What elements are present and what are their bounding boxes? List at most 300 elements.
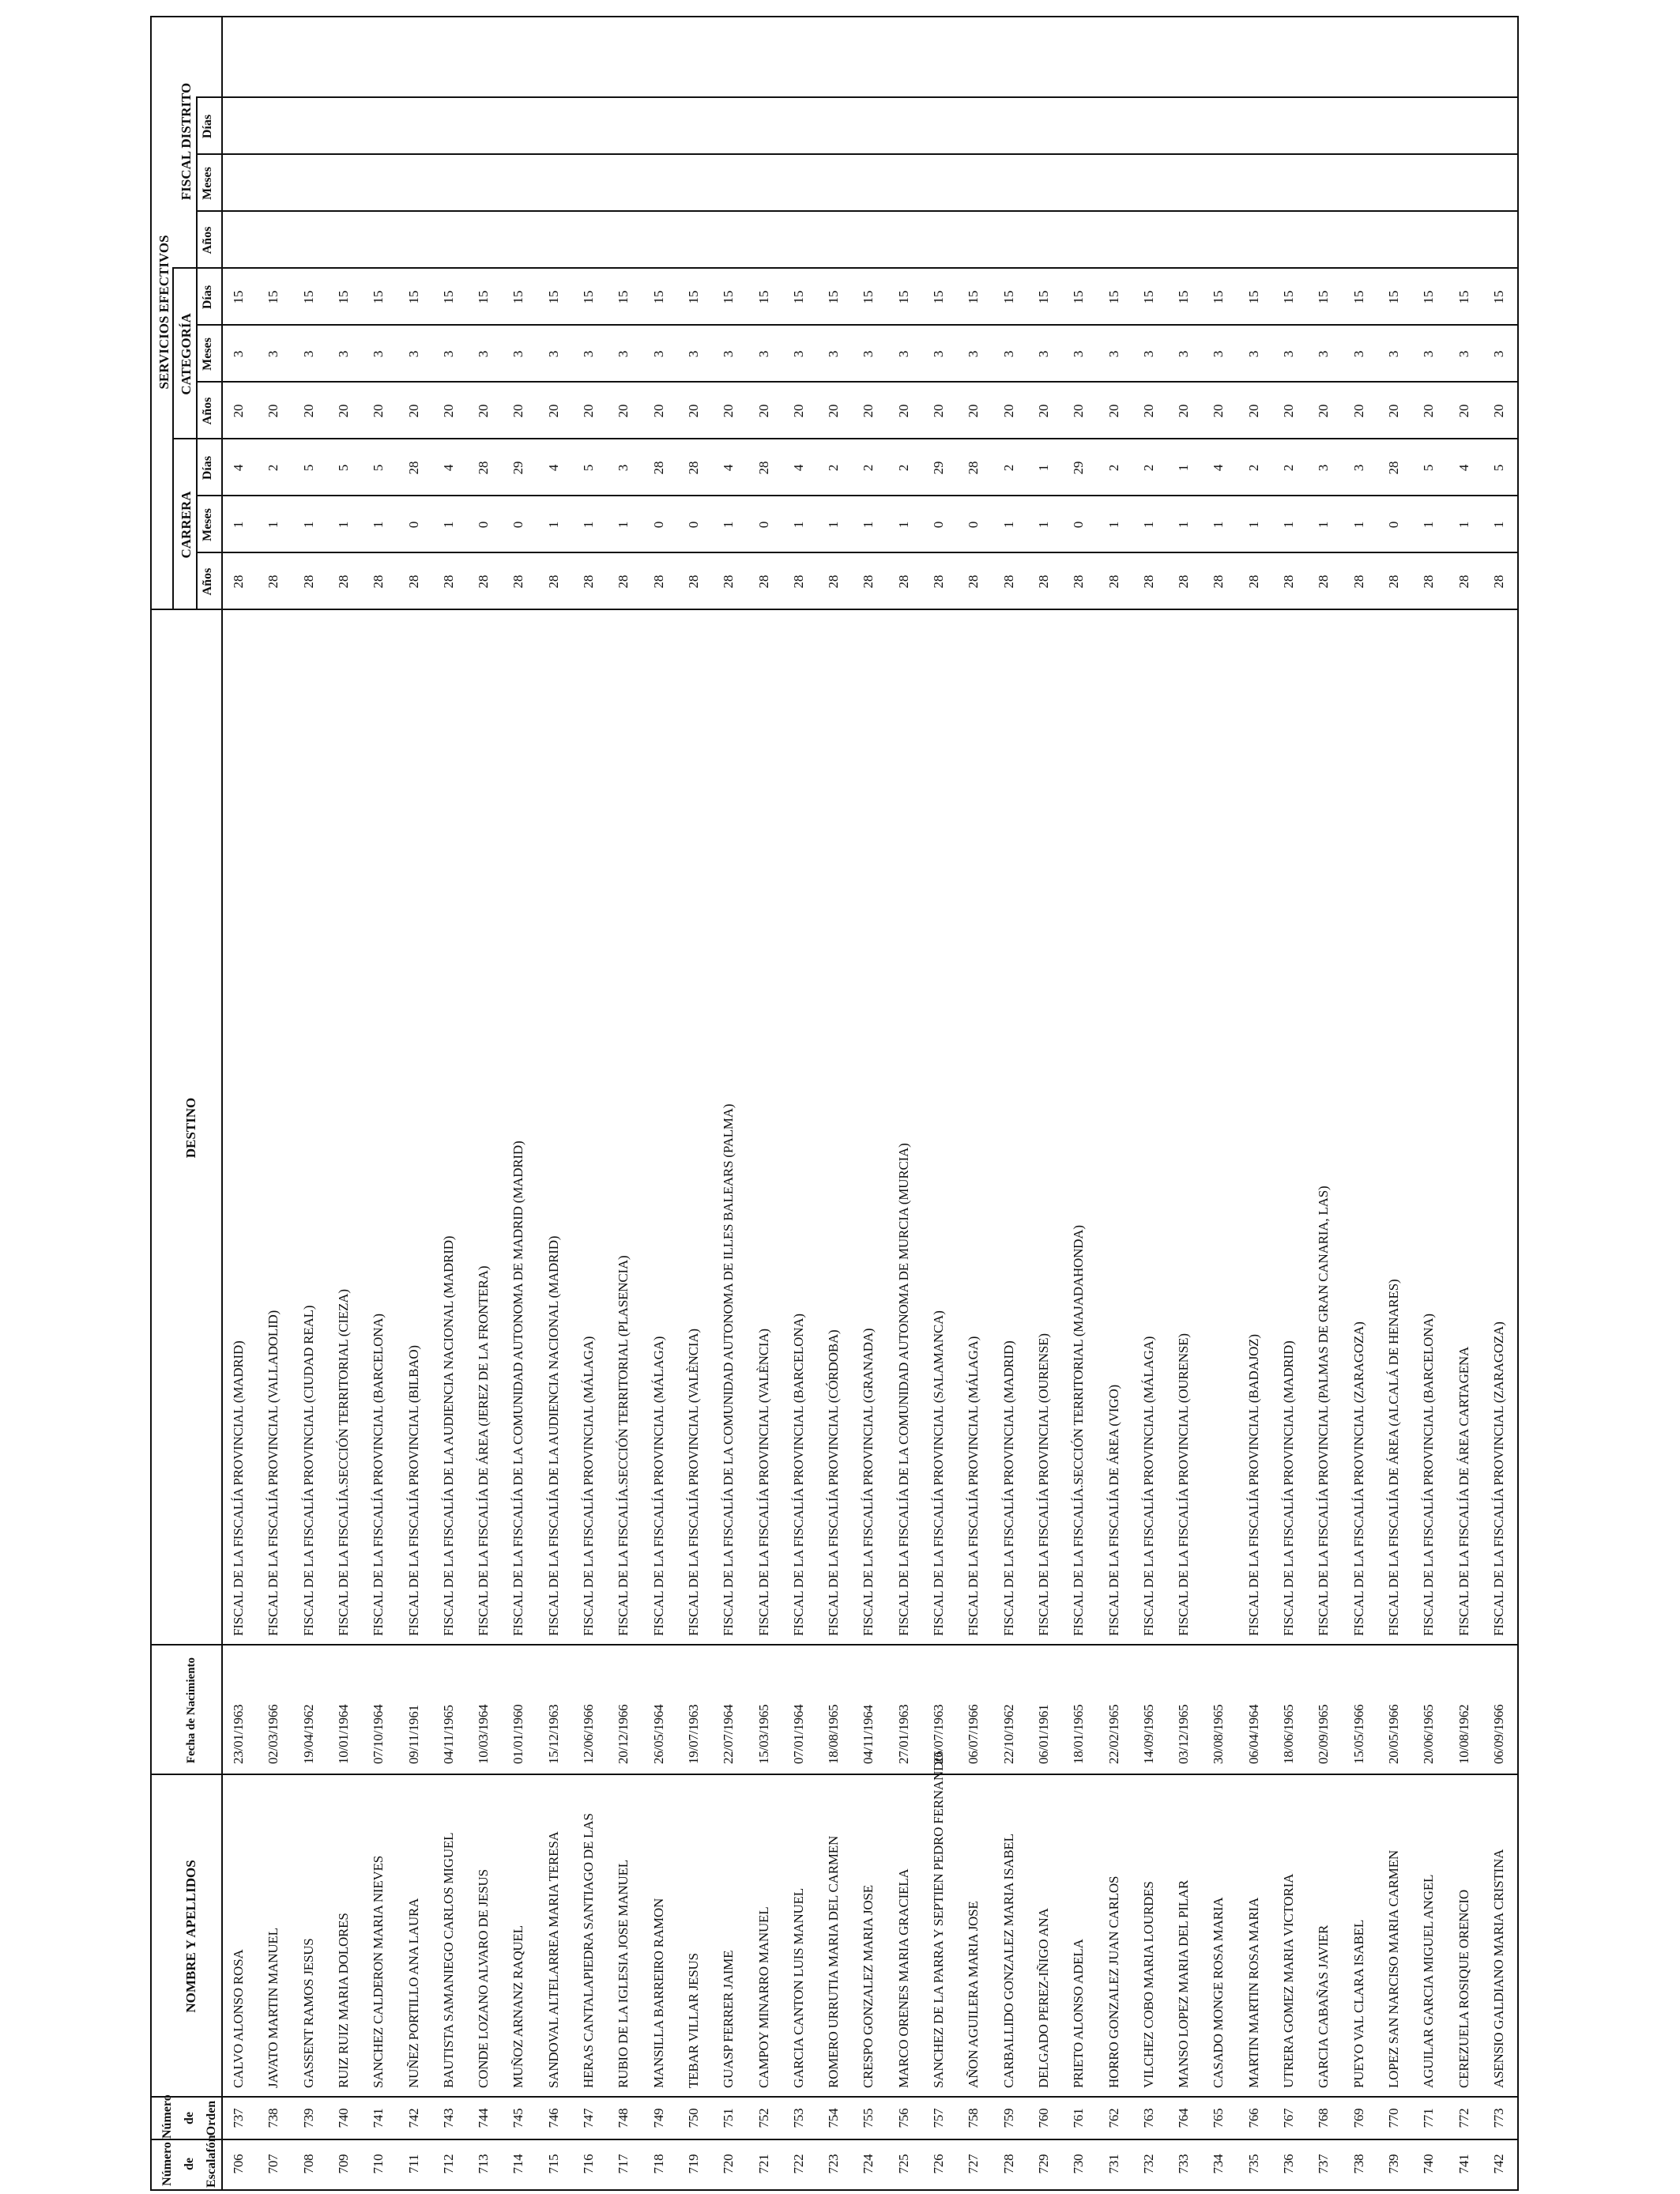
cell-destino: FISCAL DE LA FISCALÍA PROVINCIAL (VALÈNCIA): [755, 1329, 771, 1636]
cell-carrera-meses: 1: [440, 521, 456, 529]
cell-orden: 761: [1071, 2108, 1087, 2128]
cell-carrera-dias: 28: [755, 461, 771, 475]
cell-orden: 738: [266, 2108, 281, 2128]
cell-nombre: TEBAR VILLAR JESUS: [685, 1953, 701, 2088]
cell-fecha: 15/05/1966: [1350, 1704, 1366, 1764]
cell-carrera-meses: 1: [1456, 521, 1471, 529]
cell-carrera-meses: 1: [1106, 521, 1121, 529]
cell-fecha: 22/10/1962: [1000, 1704, 1016, 1764]
cell-orden: 747: [581, 2108, 596, 2128]
cell-carrera-meses: 0: [755, 521, 771, 529]
cell-carrera-dias: 29: [1071, 461, 1087, 475]
cell-carrera-meses: 1: [1000, 521, 1016, 529]
cell-fecha: 26/05/1964: [650, 1704, 666, 1764]
cell-categoria-meses: 3: [826, 350, 842, 358]
cell-carrera-meses: 1: [861, 521, 876, 529]
cell-carrera-dias: 2: [1281, 464, 1296, 472]
cell-escalafon: 718: [650, 2154, 666, 2174]
header-fiscal-anos: Años: [201, 226, 214, 254]
cell-categoria-anos: 20: [931, 404, 946, 418]
cell-carrera-meses: 1: [1490, 521, 1506, 529]
cell-fecha: 07/01/1964: [790, 1704, 806, 1764]
cell-fecha: 18/01/1965: [1071, 1704, 1087, 1764]
header-divider: [196, 98, 198, 610]
cell-destino: FISCAL DE LA FISCALÍA PROVINCIAL (PALMAS DE GRAN CANARIA, LAS): [1316, 1186, 1332, 1636]
cell-carrera-dias: 1: [1176, 464, 1192, 472]
cell-orden: 762: [1106, 2108, 1121, 2128]
cell-fecha: 14/09/1965: [1140, 1704, 1156, 1764]
cell-nombre: SANCHEZ DE LA PARRA Y SEPTIEN PEDRO FERNANDO: [931, 1751, 946, 2088]
cell-carrera-dias: 5: [1421, 464, 1437, 472]
cell-categoria-anos: 20: [1035, 404, 1051, 418]
cell-nombre: NUÑEZ PORTILLO ANA LAURA: [405, 1898, 421, 2088]
cell-carrera-anos: 28: [755, 575, 771, 589]
cell-categoria-meses: 3: [895, 350, 911, 358]
cell-categoria-dias: 15: [300, 290, 316, 304]
cell-categoria-anos: 20: [1176, 404, 1192, 418]
cell-carrera-dias: 5: [371, 464, 386, 472]
cell-nombre: ASENSIO GALDIANO MARIA CRISTINA: [1490, 1849, 1506, 2088]
cell-carrera-meses: 0: [685, 521, 701, 529]
cell-escalafon: 708: [300, 2154, 316, 2174]
cell-categoria-dias: 15: [650, 290, 666, 304]
cell-carrera-meses: 0: [405, 521, 421, 529]
cell-orden: 773: [1490, 2108, 1506, 2128]
cell-carrera-anos: 28: [1350, 575, 1366, 589]
cell-categoria-dias: 15: [1035, 290, 1051, 304]
cell-carrera-meses: 1: [300, 521, 316, 529]
cell-nombre: GARCIA CANTON LUIS MANUEL: [790, 1888, 806, 2088]
cell-carrera-meses: 1: [1316, 521, 1332, 529]
header-fecha: Fecha de Nacimiento: [185, 1657, 198, 1764]
cell-destino: FISCAL DE LA FISCALÍA.SECCIÓN TERRITORIAL (MAJADAHONDA): [1071, 1225, 1087, 1636]
cell-orden: 748: [616, 2108, 631, 2128]
cell-destino: FISCAL DE LA FISCALÍA DE LA COMUNIDAD AUTONOMA DE MURCIA (MURCIA): [895, 1143, 911, 1636]
cell-categoria-meses: 3: [510, 350, 526, 358]
cell-nombre: ROMERO URRUTIA MARIA DEL CARMEN: [826, 1835, 842, 2088]
cell-escalafon: 727: [966, 2154, 981, 2174]
cell-fecha: 12/06/1966: [581, 1704, 596, 1764]
cell-categoria-anos: 20: [405, 404, 421, 418]
header-carrera-meses: Meses: [201, 508, 214, 541]
cell-escalafon: 734: [1211, 2154, 1226, 2174]
cell-escalafon: 729: [1035, 2154, 1051, 2174]
cell-carrera-dias: 4: [1211, 464, 1226, 472]
cell-nombre: JAVATO MARTIN MANUEL: [266, 1928, 281, 2088]
cell-carrera-anos: 28: [895, 575, 911, 589]
cell-nombre: CRESPO GONZALEZ MARIA JOSE: [861, 1885, 876, 2088]
cell-carrera-anos: 28: [685, 575, 701, 589]
cell-destino: FISCAL DE LA FISCALÍA PROVINCIAL (BARCELONA): [1421, 1314, 1437, 1636]
cell-categoria-meses: 3: [371, 350, 386, 358]
cell-categoria-anos: 20: [1106, 404, 1121, 418]
cell-categoria-meses: 3: [1211, 350, 1226, 358]
cell-categoria-anos: 20: [1350, 404, 1366, 418]
cell-fecha: 04/11/1964: [861, 1705, 876, 1764]
cell-categoria-dias: 15: [685, 290, 701, 304]
cell-escalafon: 710: [371, 2154, 386, 2174]
cell-destino: FISCAL DE LA FISCALÍA DE ÁREA (JEREZ DE LA FRONTERA): [476, 1265, 492, 1636]
cell-carrera-anos: 28: [1281, 575, 1296, 589]
cell-carrera-dias: 28: [405, 461, 421, 475]
cell-categoria-anos: 20: [545, 404, 561, 418]
header-categoria-dias: Días: [201, 285, 214, 310]
cell-carrera-meses: 1: [1245, 521, 1261, 529]
cell-categoria-dias: 15: [581, 290, 596, 304]
cell-carrera-dias: 3: [1316, 464, 1332, 472]
cell-orden: 750: [685, 2108, 701, 2128]
cell-orden: 771: [1421, 2108, 1437, 2128]
cell-carrera-meses: 1: [895, 521, 911, 529]
cell-categoria-meses: 3: [581, 350, 596, 358]
cell-orden: 768: [1316, 2108, 1332, 2128]
cell-nombre: MANSO LOPEZ MARIA DEL PILAR: [1176, 1879, 1192, 2088]
cell-carrera-dias: 2: [266, 464, 281, 472]
cell-escalafon: 732: [1140, 2154, 1156, 2174]
cell-orden: 740: [335, 2108, 351, 2128]
cell-carrera-anos: 28: [440, 575, 456, 589]
cell-carrera-dias: 4: [231, 464, 246, 472]
cell-carrera-meses: 1: [335, 521, 351, 529]
cell-carrera-anos: 28: [1106, 575, 1121, 589]
cell-orden: 741: [371, 2108, 386, 2128]
cell-orden: 759: [1000, 2108, 1016, 2128]
cell-destino: FISCAL DE LA FISCALÍA DE LA COMUNIDAD AUTONOMA DE ILLES BALEARS (PALMA): [721, 1103, 736, 1636]
cell-fecha: 26/07/1963: [931, 1704, 946, 1764]
cell-carrera-anos: 28: [1456, 575, 1471, 589]
cell-fecha: 07/10/1964: [371, 1704, 386, 1764]
cell-carrera-meses: 1: [1421, 521, 1437, 529]
cell-orden: 765: [1211, 2108, 1226, 2128]
cell-categoria-dias: 15: [371, 290, 386, 304]
cell-nombre: PRIETO ALONSO ADELA: [1071, 1939, 1087, 2088]
cell-categoria-dias: 15: [861, 290, 876, 304]
cell-carrera-dias: 5: [300, 464, 316, 472]
cell-carrera-anos: 28: [510, 575, 526, 589]
cell-categoria-anos: 20: [1490, 404, 1506, 418]
cell-escalafon: 716: [581, 2154, 596, 2174]
header-fiscal-meses: Meses: [201, 167, 214, 200]
cell-nombre: GUASP FERRER JAIME: [721, 1950, 736, 2088]
cell-categoria-meses: 3: [1490, 350, 1506, 358]
cell-escalafon: 715: [545, 2154, 561, 2174]
cell-categoria-dias: 15: [1316, 290, 1332, 304]
cell-carrera-anos: 28: [826, 575, 842, 589]
cell-fecha: 20/06/1965: [1421, 1704, 1437, 1764]
cell-nombre: RUIZ RUIZ MARIA DOLORES: [335, 1913, 351, 2088]
cell-orden: 753: [790, 2108, 806, 2128]
cell-categoria-meses: 3: [266, 350, 281, 358]
cell-destino: FISCAL DE LA FISCALÍA PROVINCIAL (MADRID): [231, 1340, 246, 1636]
cell-fecha: 06/07/1966: [966, 1704, 981, 1764]
header-servicios: SERVICIOS EFECTIVOS: [156, 235, 171, 390]
header-num-orden-line3: Orden: [205, 2100, 218, 2136]
cell-categoria-anos: 20: [1385, 404, 1401, 418]
cell-categoria-anos: 20: [300, 404, 316, 418]
cell-orden: 756: [895, 2108, 911, 2128]
cell-fecha: 03/12/1965: [1176, 1704, 1192, 1764]
header-num-escalafon-line1: Número: [160, 2142, 174, 2186]
cell-fecha: 22/07/1964: [721, 1704, 736, 1764]
cell-carrera-anos: 28: [1490, 575, 1506, 589]
cell-categoria-dias: 15: [1106, 290, 1121, 304]
cell-categoria-anos: 20: [790, 404, 806, 418]
cell-destino: FISCAL DE LA FISCALÍA DE LA AUDIENCIA NACIONAL (MADRID): [545, 1235, 561, 1636]
cell-orden: 745: [510, 2108, 526, 2128]
cell-orden: 739: [300, 2108, 316, 2128]
cell-categoria-meses: 3: [300, 350, 316, 358]
cell-categoria-anos: 20: [476, 404, 492, 418]
cell-destino: FISCAL DE LA FISCALÍA PROVINCIAL (MÁLAGA): [650, 1336, 666, 1636]
cell-categoria-dias: 15: [266, 290, 281, 304]
cell-categoria-dias: 15: [545, 290, 561, 304]
cell-categoria-dias: 15: [1281, 290, 1296, 304]
cell-categoria-anos: 20: [1071, 404, 1087, 418]
cell-fecha: 01/01/1960: [510, 1704, 526, 1764]
cell-categoria-anos: 20: [1000, 404, 1016, 418]
cell-carrera-dias: 3: [616, 464, 631, 472]
cell-carrera-anos: 28: [371, 575, 386, 589]
cell-carrera-dias: 2: [895, 464, 911, 472]
cell-categoria-meses: 3: [476, 350, 492, 358]
header-num-orden: [156, 2094, 223, 2139]
cell-destino: FISCAL DE LA FISCALÍA PROVINCIAL (MADRID): [1281, 1340, 1296, 1636]
cell-orden: 754: [826, 2108, 842, 2128]
cell-carrera-meses: 1: [266, 521, 281, 529]
cell-orden: 737: [231, 2108, 246, 2128]
cell-categoria-dias: 15: [966, 290, 981, 304]
cell-carrera-anos: 28: [861, 575, 876, 589]
cell-nombre: SANDOVAL ALTELARREA MARIA TERESA: [545, 1831, 561, 2088]
cell-carrera-meses: 1: [231, 521, 246, 529]
cell-escalafon: 713: [476, 2154, 492, 2174]
cell-nombre: GARCIA CABAÑAS JAVIER: [1316, 1924, 1332, 2088]
header-fiscal-dias: Días: [201, 114, 214, 139]
cell-carrera-meses: 0: [1071, 521, 1087, 529]
cell-categoria-meses: 3: [790, 350, 806, 358]
cell-categoria-anos: 20: [616, 404, 631, 418]
cell-carrera-dias: 4: [1456, 464, 1471, 472]
cell-fecha: 18/06/1965: [1281, 1704, 1296, 1764]
cell-escalafon: 740: [1421, 2154, 1437, 2174]
cell-carrera-meses: 0: [650, 521, 666, 529]
cell-categoria-anos: 20: [966, 404, 981, 418]
cell-carrera-anos: 28: [1245, 575, 1261, 589]
col-divider: [196, 153, 1517, 155]
header-num-orden-line1: Número: [160, 2094, 174, 2139]
header-categoria-meses: Meses: [201, 337, 214, 371]
cell-categoria-dias: 15: [1350, 290, 1366, 304]
cell-categoria-dias: 15: [755, 290, 771, 304]
cell-categoria-dias: 15: [440, 290, 456, 304]
header-nombre: NOMBRE Y APELLIDOS: [183, 1860, 198, 2013]
cell-carrera-meses: 1: [1140, 521, 1156, 529]
cell-carrera-meses: 1: [721, 521, 736, 529]
cell-fecha: 09/11/1961: [405, 1705, 421, 1764]
cell-carrera-dias: 2: [1140, 464, 1156, 472]
cell-categoria-anos: 20: [1140, 404, 1156, 418]
cell-categoria-meses: 3: [1176, 350, 1192, 358]
cell-fecha: 15/03/1965: [755, 1704, 771, 1764]
cell-fecha: 06/01/1961: [1035, 1704, 1051, 1764]
cell-categoria-anos: 20: [721, 404, 736, 418]
header-categoria: CATEGORÍA: [179, 313, 194, 395]
cell-escalafon: 728: [1000, 2154, 1016, 2174]
cell-destino: FISCAL DE LA FISCALÍA PROVINCIAL (VALLADOLID): [266, 1310, 281, 1636]
cell-destino: FISCAL DE LA FISCALÍA PROVINCIAL (BADAJOZ): [1245, 1334, 1261, 1636]
cell-orden: 764: [1176, 2108, 1192, 2128]
cell-carrera-anos: 28: [650, 575, 666, 589]
col-divider: [196, 210, 1517, 212]
cell-orden: 743: [440, 2108, 456, 2128]
cell-orden: 769: [1350, 2108, 1366, 2128]
cell-escalafon: 730: [1071, 2154, 1087, 2174]
cell-nombre: GASSENT RAMOS JESUS: [300, 1938, 316, 2088]
cell-carrera-meses: 0: [966, 521, 981, 529]
cell-nombre: SANCHEZ CALDERON MARIA NIEVES: [371, 1855, 386, 2088]
cell-nombre: HORRO GONZALEZ JUAN CARLOS: [1106, 1875, 1121, 2088]
cell-escalafon: 711: [405, 2154, 421, 2174]
cell-categoria-anos: 20: [861, 404, 876, 418]
cell-fecha: 02/09/1965: [1316, 1704, 1332, 1764]
cell-carrera-anos: 28: [1211, 575, 1226, 589]
cell-escalafon: 719: [685, 2154, 701, 2174]
cell-categoria-meses: 3: [1421, 350, 1437, 358]
cell-carrera-dias: 5: [581, 464, 596, 472]
cell-carrera-dias: 2: [1106, 464, 1121, 472]
cell-nombre: PUEYO VAL CLARA ISABEL: [1350, 1919, 1366, 2088]
cell-destino: FISCAL DE LA FISCALÍA PROVINCIAL (OURENSE): [1176, 1333, 1192, 1636]
cell-nombre: CARBALLIDO GONZALEZ MARIA ISABEL: [1000, 1834, 1016, 2088]
cell-escalafon: 736: [1281, 2154, 1296, 2174]
cell-nombre: CASADO MONGE ROSA MARIA: [1211, 1897, 1226, 2088]
cell-categoria-anos: 20: [581, 404, 596, 418]
cell-carrera-meses: 0: [1385, 521, 1401, 529]
cell-destino: FISCAL DE LA FISCALÍA PROVINCIAL (MADRID): [1000, 1340, 1016, 1636]
header-categoria-anos: Años: [201, 397, 214, 425]
cell-carrera-dias: 2: [861, 464, 876, 472]
cell-escalafon: 738: [1350, 2154, 1366, 2174]
cell-fecha: 23/01/1963: [231, 1704, 246, 1764]
cell-categoria-anos: 20: [440, 404, 456, 418]
cell-escalafon: 721: [755, 2154, 771, 2174]
cell-carrera-meses: 1: [581, 521, 596, 529]
cell-categoria-dias: 15: [1140, 290, 1156, 304]
cell-categoria-dias: 15: [1071, 290, 1087, 304]
cell-orden: 772: [1456, 2108, 1471, 2128]
cell-carrera-anos: 28: [231, 575, 246, 589]
cell-nombre: AÑON AGUILERA MARIA JOSE: [966, 1901, 981, 2088]
cell-categoria-anos: 20: [371, 404, 386, 418]
header-num-escalafon-line3: Escalafón: [205, 2135, 218, 2188]
cell-categoria-anos: 20: [1281, 404, 1296, 418]
cell-fecha: 20/05/1966: [1385, 1704, 1401, 1764]
cell-fecha: 27/01/1963: [895, 1704, 911, 1764]
cell-categoria-meses: 3: [335, 350, 351, 358]
cell-categoria-dias: 15: [721, 290, 736, 304]
cell-nombre: HERAS CANTALAPIEDRA SANTIAGO DE LAS: [581, 1813, 596, 2088]
cell-carrera-dias: 4: [790, 464, 806, 472]
cell-escalafon: 725: [895, 2154, 911, 2174]
header-num-escalafon: [156, 2135, 223, 2188]
cell-destino: FISCAL DE LA FISCALÍA PROVINCIAL (BARCELONA): [790, 1314, 806, 1636]
cell-fecha: 15/12/1963: [545, 1704, 561, 1764]
cell-categoria-anos: 20: [895, 404, 911, 418]
cell-fecha: 02/03/1966: [266, 1704, 281, 1764]
cell-orden: 742: [405, 2108, 421, 2128]
cell-carrera-dias: 29: [510, 461, 526, 475]
cell-categoria-anos: 20: [826, 404, 842, 418]
header-carrera-dias: Días: [201, 455, 214, 481]
cell-nombre: MANSILLA BARREIRO RAMON: [650, 1898, 666, 2088]
cell-carrera-dias: 28: [685, 461, 701, 475]
cell-nombre: RUBIO DE LA IGLESIA JOSE MANUEL: [616, 1860, 631, 2088]
cell-categoria-anos: 20: [1456, 404, 1471, 418]
header-divider: [172, 269, 174, 610]
cell-carrera-dias: 28: [1385, 461, 1401, 475]
cell-carrera-meses: 1: [1211, 521, 1226, 529]
cell-carrera-anos: 28: [790, 575, 806, 589]
cell-carrera-meses: 1: [545, 521, 561, 529]
cell-carrera-anos: 28: [616, 575, 631, 589]
cell-categoria-dias: 15: [1000, 290, 1016, 304]
cell-escalafon: 735: [1245, 2154, 1261, 2174]
cell-orden: 767: [1281, 2108, 1296, 2128]
cell-orden: 770: [1385, 2108, 1401, 2128]
cell-categoria-dias: 15: [1211, 290, 1226, 304]
cell-categoria-meses: 3: [231, 350, 246, 358]
header-fiscal-distrito: FISCAL DISTRITO: [179, 82, 194, 201]
cell-carrera-anos: 28: [1316, 575, 1332, 589]
cell-carrera-dias: 28: [476, 461, 492, 475]
cell-orden: 752: [755, 2108, 771, 2128]
cell-carrera-meses: 1: [826, 521, 842, 529]
cell-nombre: CONDE LOZANO ALVARO DE JESUS: [476, 1869, 492, 2088]
cell-carrera-dias: 29: [931, 461, 946, 475]
cell-nombre: MARCO ORENES MARIA GRACIELA: [895, 1868, 911, 2088]
cell-categoria-anos: 20: [231, 404, 246, 418]
cell-categoria-meses: 3: [1245, 350, 1261, 358]
cell-carrera-anos: 28: [545, 575, 561, 589]
cell-categoria-meses: 3: [440, 350, 456, 358]
col-divider: [152, 1774, 1517, 1775]
cell-nombre: LOPEZ SAN NARCISO MARIA CARMEN: [1385, 1850, 1401, 2088]
cell-carrera-dias: 5: [335, 464, 351, 472]
cell-categoria-meses: 3: [1456, 350, 1471, 358]
cell-nombre: UTRERA GOMEZ MARIA VICTORIA: [1281, 1873, 1296, 2088]
cell-nombre: CEREZUELA ROSIQUE ORENCIO: [1456, 1890, 1471, 2088]
cell-carrera-dias: 28: [966, 461, 981, 475]
cell-categoria-anos: 20: [650, 404, 666, 418]
cell-nombre: BAUTISTA SAMANIEGO CARLOS MIGUEL: [440, 1832, 456, 2088]
cell-categoria-dias: 15: [510, 290, 526, 304]
cell-carrera-anos: 28: [476, 575, 492, 589]
cell-carrera-dias: 28: [650, 461, 666, 475]
cell-categoria-meses: 3: [1106, 350, 1121, 358]
cell-fecha: 19/04/1962: [300, 1704, 316, 1764]
cell-orden: 744: [476, 2108, 492, 2128]
cell-categoria-anos: 20: [335, 404, 351, 418]
header-carrera: CARRERA: [179, 491, 194, 559]
cell-carrera-anos: 28: [966, 575, 981, 589]
cell-categoria-meses: 3: [616, 350, 631, 358]
cell-destino: FISCAL DE LA FISCALÍA PROVINCIAL (BILBAO): [405, 1345, 421, 1636]
cell-orden: 757: [931, 2108, 946, 2128]
cell-carrera-meses: 0: [476, 521, 492, 529]
cell-destino: FISCAL DE LA FISCALÍA PROVINCIAL (CÓRDOBA): [826, 1329, 842, 1636]
cell-categoria-anos: 20: [1211, 404, 1226, 418]
cell-escalafon: 724: [861, 2154, 876, 2174]
